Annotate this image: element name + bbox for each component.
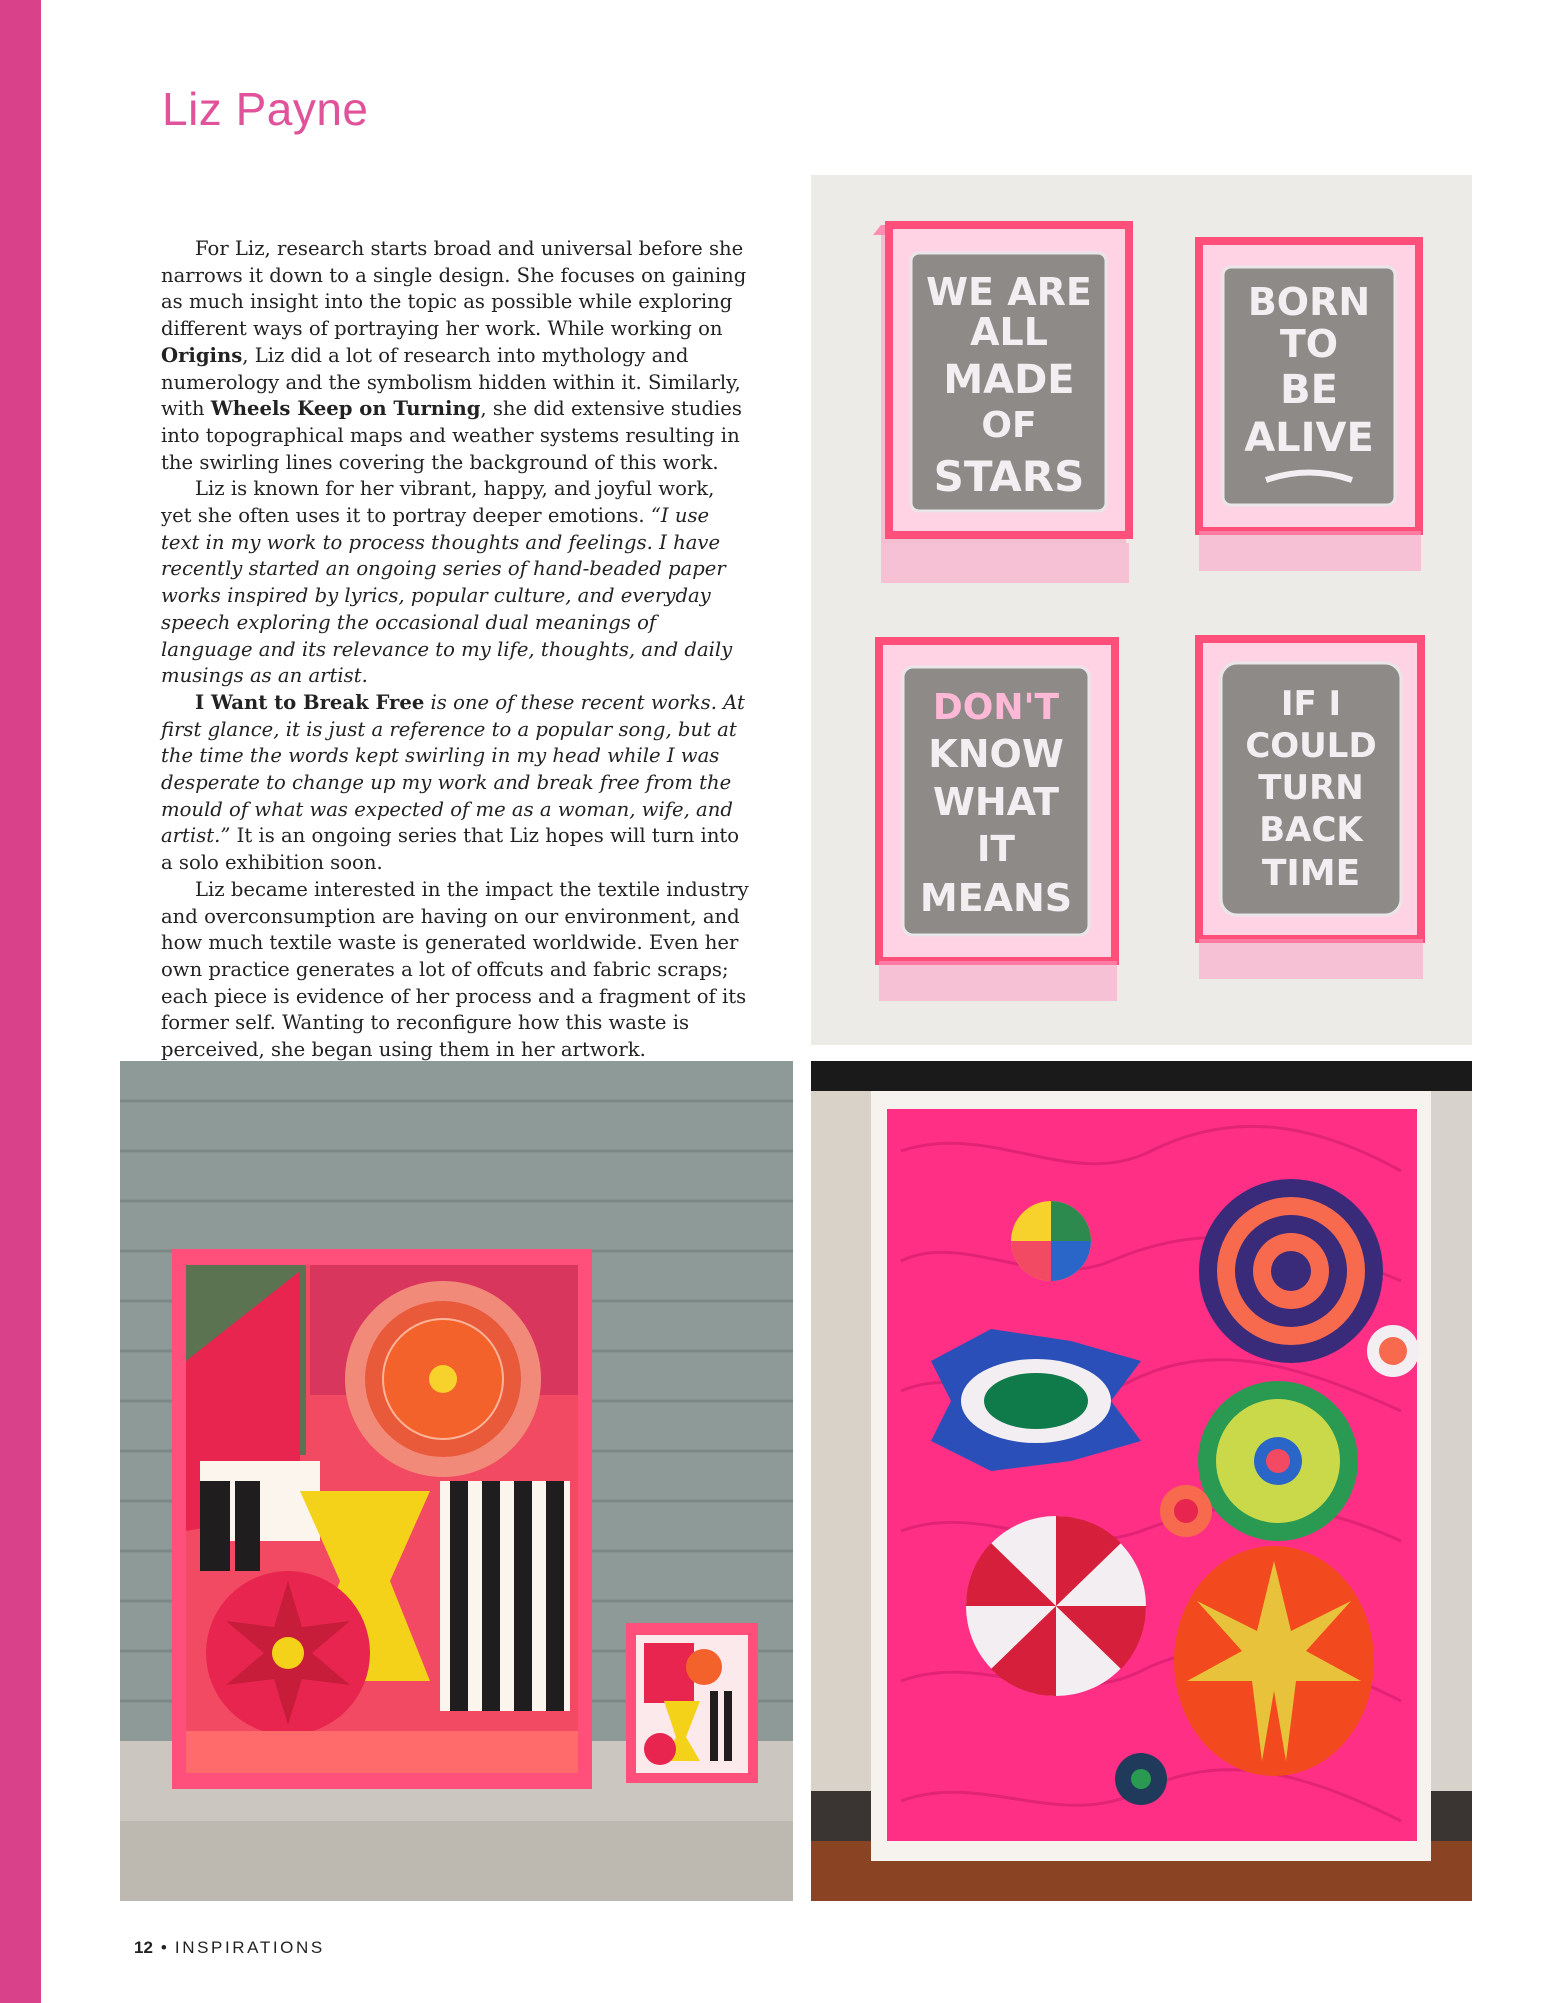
geometric-collage-illustration xyxy=(120,1061,793,1901)
frame2-line-1: BORN xyxy=(1247,280,1371,324)
photo-geometric-collage xyxy=(120,1061,793,1901)
frame-born-to-be-alive xyxy=(1199,241,1421,571)
text-span: Liz is known for her vibrant, happy, and joyful work, yet she often uses it to portray deeper emotions. xyxy=(161,477,715,528)
frame1-line-2: ALL xyxy=(970,310,1048,354)
spiral-motif xyxy=(1199,1179,1383,1363)
frame-dont-know-what-it-means xyxy=(879,641,1117,1001)
frame4-line-3: TURN xyxy=(1258,768,1364,808)
frame3-line-3: WHAT xyxy=(932,780,1060,824)
page-footer xyxy=(134,1938,325,1958)
frame1-line-1: WE ARE xyxy=(926,270,1092,314)
frame3-line-1: DON'T xyxy=(932,687,1060,728)
footer-separator: • xyxy=(160,1938,167,1957)
beaded-artwork-illustration xyxy=(811,1061,1472,1901)
frame3-line-2: KNOW xyxy=(928,732,1064,776)
text-span: Liz became interested in the impact the textile industry and overconsumption are having on our environment, and how much textile waste is generated worldwide. Even her own practice generates a lot of offcuts and fabric scraps; each piece is evidence of her process and a fragment of its former self. Wanting to reconfigure how this waste is perceived, she began using them in her artwork. xyxy=(161,877,749,1062)
text-span: For Liz, research starts broad and universal before she narrows it down to a single design. She focuses on gaining as much insight into the topic as possible while exploring different ways of portraying her work. While working on xyxy=(161,237,747,341)
frame3-line-5: MEANS xyxy=(919,876,1073,920)
article-body xyxy=(161,236,751,1064)
text-span: It is an ongoing series that Liz hopes will turn into a solo exhibition soon. xyxy=(161,824,740,875)
frame-if-i-could-turn-back-time xyxy=(1199,639,1423,979)
framed-works-illustration xyxy=(811,175,1472,1045)
frame1-line-3: MADE xyxy=(943,357,1075,403)
frame-we-are-all-made-of-stars xyxy=(873,225,1129,583)
frame4-line-5: TIME xyxy=(1261,853,1361,894)
page-number: 12 xyxy=(134,1938,153,1957)
frame2-line-4: ALIVE xyxy=(1244,415,1374,461)
peppermint-swirl-motif xyxy=(966,1516,1146,1696)
frame1-line-5: STARS xyxy=(933,452,1085,501)
swirl-flower-motif xyxy=(1198,1381,1358,1541)
page-title: Liz Payne xyxy=(162,83,369,135)
text-span: , Liz did a lot of research into mythology and numerology and the symbolism hidden within it. Similarly, with xyxy=(161,343,741,421)
photo-framed-text-works xyxy=(811,175,1472,1045)
frame2-line-3: BE xyxy=(1280,367,1338,413)
large-geometric-artwork xyxy=(172,1249,592,1789)
frame2-line-2: TO xyxy=(1279,322,1339,366)
frame1-line-4: OF xyxy=(981,405,1037,446)
frame4-line-2: COULD xyxy=(1245,726,1377,766)
photo-beaded-artwork xyxy=(811,1061,1472,1901)
frame4-line-1: IF I xyxy=(1280,684,1342,724)
text-span: , she did extensive studies into topographical maps and weather systems resulting in the swirling lines covering the background of this work. xyxy=(161,397,742,474)
sun-motif xyxy=(1174,1546,1374,1776)
side-accent-bar xyxy=(0,0,41,2003)
paragraph-3 xyxy=(161,690,751,877)
paragraph-4 xyxy=(161,877,751,1064)
quote-span: is one of these recent works. At first glance, it is just a reference to a popular song, but at the time the words kept swirling in my head while I was desperate to change up my work and break free from the mould of what was expected of me as a woman, wife, and artist.” xyxy=(161,690,745,848)
artwork-title-wheels: Wheels Keep on Turning xyxy=(210,397,481,421)
quote-span: “I use text in my work to process thoughts and feelings. I have recently started an ongoing series of hand-beaded paper works inspired by lyrics, popular culture, and everyday speech exploring the occasional dual meanings of language and its relevance to my life, thoughts, and daily musings as an artist. xyxy=(161,504,733,688)
small-geometric-artwork xyxy=(626,1623,758,1783)
paragraph-1 xyxy=(161,236,751,476)
artwork-title-origins: Origins xyxy=(161,343,243,367)
section-name: INSPIRATIONS xyxy=(174,1938,325,1957)
frame4-line-4: BACK xyxy=(1259,810,1363,850)
artwork-title-break-free: I Want to Break Free xyxy=(195,690,425,714)
paragraph-2 xyxy=(161,476,751,690)
color-wheel-motif xyxy=(1011,1201,1091,1281)
frame3-line-4: IT xyxy=(977,829,1015,870)
